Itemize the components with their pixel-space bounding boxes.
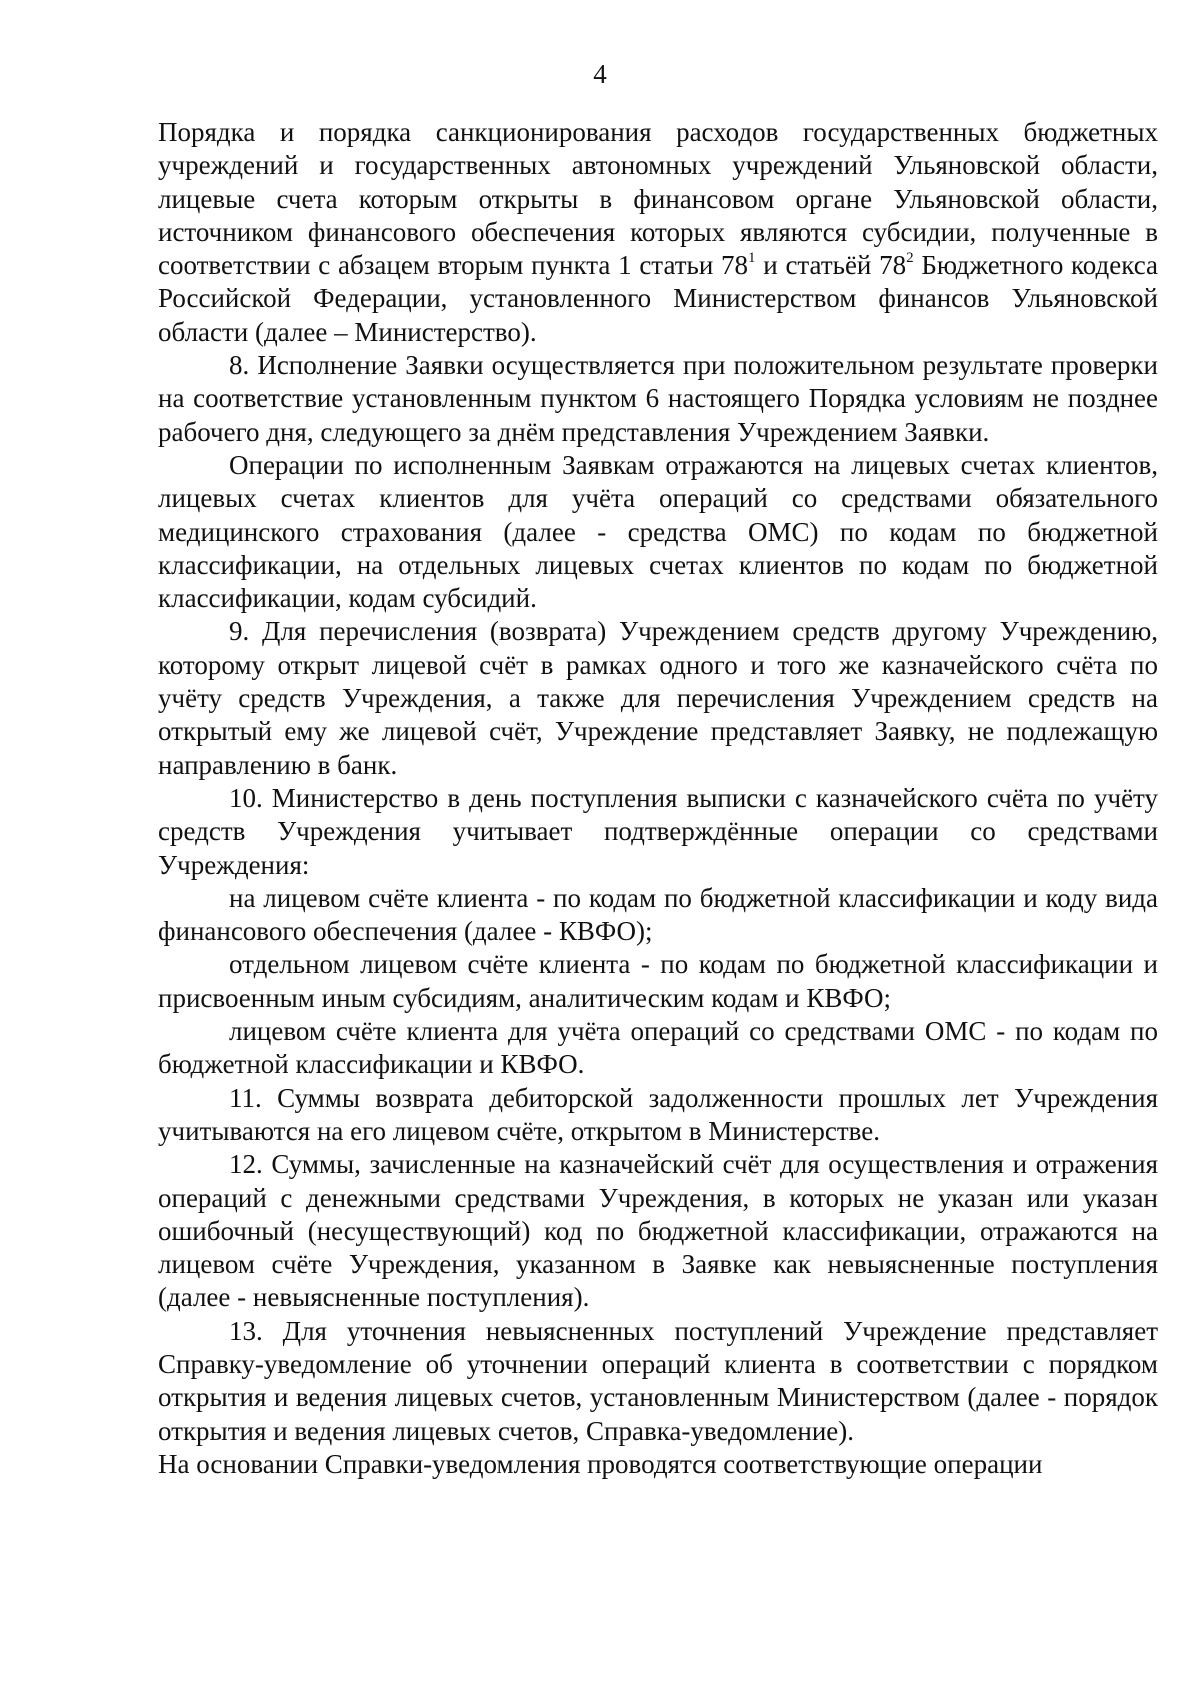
paragraph-continuation (158, 116, 1158, 349)
paragraph-item-8: 8. Исполнение Заявки осуществляется при положительном результате проверки на соответствие установленным пунктом 6 настоящего Порядка условиям не позднее рабочего дня, следующего за днём представления Учреждением Заявки. (158, 350, 1158, 447)
paragraph-item-11: 11. Суммы возврата дебиторской задолженности прошлых лет Учреждения учитываются на его лицевом счёте, открытом в Министерстве. (158, 1082, 1158, 1146)
paragraph-text: Бюджетного кодекса Российской Федерации, установленного Министерством финансов Ульяновской области (далее – Министерство). (158, 250, 1158, 347)
document-body (158, 116, 1158, 1481)
paragraph-item-12: 12. Суммы, зачисленные на казначейский счёт для осуществления и отражения операций с денежными средствами Учреждения, в которых не указан или указан ошибочный (несуществующий) код по бюджетной классификации, отражаются на лицевом счёте Учреждения, указанном в Заявке как невыясненные поступления (далее - невыясненные поступления). (158, 1149, 1158, 1313)
paragraph-item-13-continuation: На основании Справки-уведомления проводятся соответствующие операции (158, 1448, 1043, 1479)
paragraph-item-13: 13. Для уточнения невыясненных поступлений Учреждение представляет Справку-уведомление об уточнении операций клиента в соответствии с порядком открытия и ведения лицевых счетов, установленным Министерством (далее - порядок открытия и ведения лицевых счетов, Справка-уведомление). (158, 1315, 1158, 1446)
paragraph-item-10-separate-account: отдельном лицевом счёте клиента - по кодам по бюджетной классификации и присвоенным иным субсидиям, аналитическим кодам и КВФО; (158, 949, 1158, 1013)
paragraph-text: и статьёй 78 (755, 250, 907, 281)
paragraph-item-10: 10. Министерство в день поступления выписки с казначейского счёта по учёту средств Учреждения учитывает подтверждённые операции со средствами Учреждения: (158, 782, 1158, 880)
paragraph-item-10-oms-account: лицевом счёте клиента для учёта операций со средствами ОМС - по кодам по бюджетной классификации и КВФО. (158, 1016, 1158, 1080)
page-number: 4 (593, 59, 607, 89)
paragraph-item-9: 9. Для перечисления (возврата) Учреждением средств другому Учреждению, которому открыт лицевой счёт в рамках одного и того же казначейского счёта по учёту средств Учреждения, а также для перечисления Учреждением средств на открытый ему же лицевой счёт, Учреждение представляет Заявку, не подлежащую направлению в банк. (158, 616, 1158, 780)
paragraph-item-10-client-account: на лицевом счёте клиента - по кодам по бюджетной классификации и коду вида финансового обеспечения (далее - КВФО); (158, 882, 1158, 947)
superscript: 1 (748, 250, 756, 267)
superscript: 2 (906, 250, 914, 267)
paragraph-text: Порядка и порядка санкционирования расходов государственных бюджетных учреждений и государственных автономных учреждений Ульяновской области, лицевые счета которым открыты в финансовом органе Ульяновской области, источником финансового обеспечения которых являются субсидии, полученные в соответствии с абзацем вторым пункта 1 статьи 78 (158, 117, 1158, 281)
paragraph-item-8-operations: Операции по исполненным Заявкам отражаются на лицевых счетах клиентов, лицевых счетах клиентов для учёта операций со средствами обязательного медицинского страхования (далее - средства ОМС) по кодам по бюджетной классификации, на отдельных лицевых счетах клиентов по кодам по бюджетной классификации, кодам субсидий. (158, 449, 1158, 614)
